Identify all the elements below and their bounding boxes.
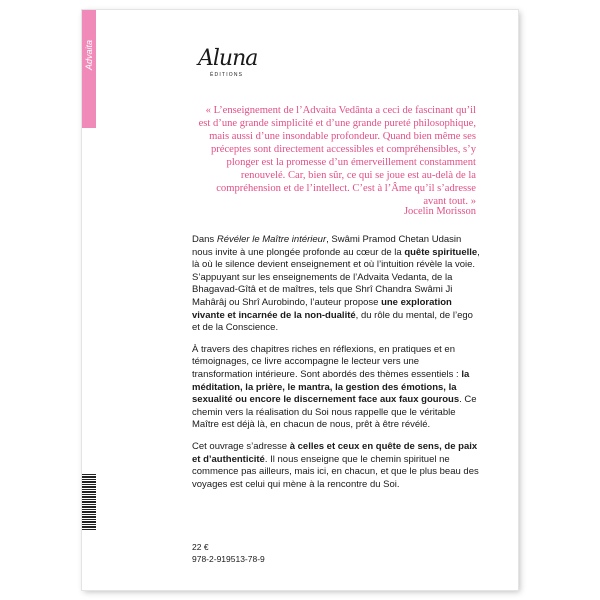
blurb-paragraph-2 [192, 344, 482, 432]
blurb-paragraph-1 [192, 234, 482, 335]
category-band [82, 10, 96, 128]
text: , Swâmi Pramod Chetan Udasin nous invite à une plongée profonde au cœur de la [192, 234, 462, 258]
text: À travers des chapitres riches en réflexions, en pratiques et en témoignages, ce livre accompagne le lecteur vers une transformation intérieure. Sont abordés des thèmes essentiels : [192, 343, 462, 380]
isbn: 978-2-919513-78-9 [192, 554, 265, 564]
blurb-paragraph-3 [192, 441, 482, 491]
bold-text: à celles et ceux en quête de sens, de paix et d’authenticité [192, 440, 478, 465]
bold-text: quête spirituelle [404, 246, 478, 258]
bold-text: une exploration vivante et incarnée de la non-dualité [192, 296, 452, 321]
text: , là où le silence devient enseignement et où l’intuition révèle la voie. S’appuyant sur les enseignements de l’Advaita Vedanta, de la Bhagavad-Gîtâ et de maîtres, tels que Shrî Chandra Swâmi Ji Mahârâj ou Shrî Aurobindo, l’auteur propose [192, 246, 480, 308]
publisher-logo-word: Aluna [198, 46, 258, 71]
publisher-logo [198, 46, 258, 82]
text: Cet ouvrage s’adresse [192, 440, 290, 452]
quote-author: Jocelin Morisson [403, 206, 476, 217]
price: 22 € [192, 542, 209, 552]
book-title: Révéler le Maître intérieur [216, 234, 327, 245]
pull-quote: « L’enseignement de l’Advaita Vedânta a ceci de fascinant qu’il est d’une grande simplicité et d’une grande pureté philosophique, mais aussi d’une insondable profondeur. Quand bien même ses préceptes sont directement accessibles et compréhensibles, s’y plonger est la promesse d’un émerveillement constamment renouvelé. Car, bien sûr, ce qui se joue est au-delà de la compréhension et de l’intellect. C’est à l’Âme qu’il s’adresse avant tout. » [198, 105, 476, 207]
blurb [192, 234, 482, 500]
bold-text: la méditation, la prière, le mantra, la gestion des émotions, la sexualité ou encore le discernement face aux faux gourous [192, 368, 470, 406]
publisher-logo-subtitle: ÉDITIONS [210, 72, 244, 78]
barcode [82, 474, 96, 530]
book-back-cover [82, 10, 518, 590]
category-label: Advaita [84, 39, 94, 71]
text: Dans [192, 234, 217, 245]
text: , du rôle du mental, de l’ego et de la Conscience. [192, 309, 473, 334]
text: . Il nous enseigne que le chemin spirituel ne commence pas ailleurs, mais ici, en chacun, et que le plus beau des voyages est celui qui mène à la rencontre du Soi. [192, 453, 479, 490]
text: . Ce chemin vers la réalisation du Soi nous rappelle que le véritable Maître est déjà là, en chacun de nous, prêt à être révélé. [192, 394, 477, 431]
